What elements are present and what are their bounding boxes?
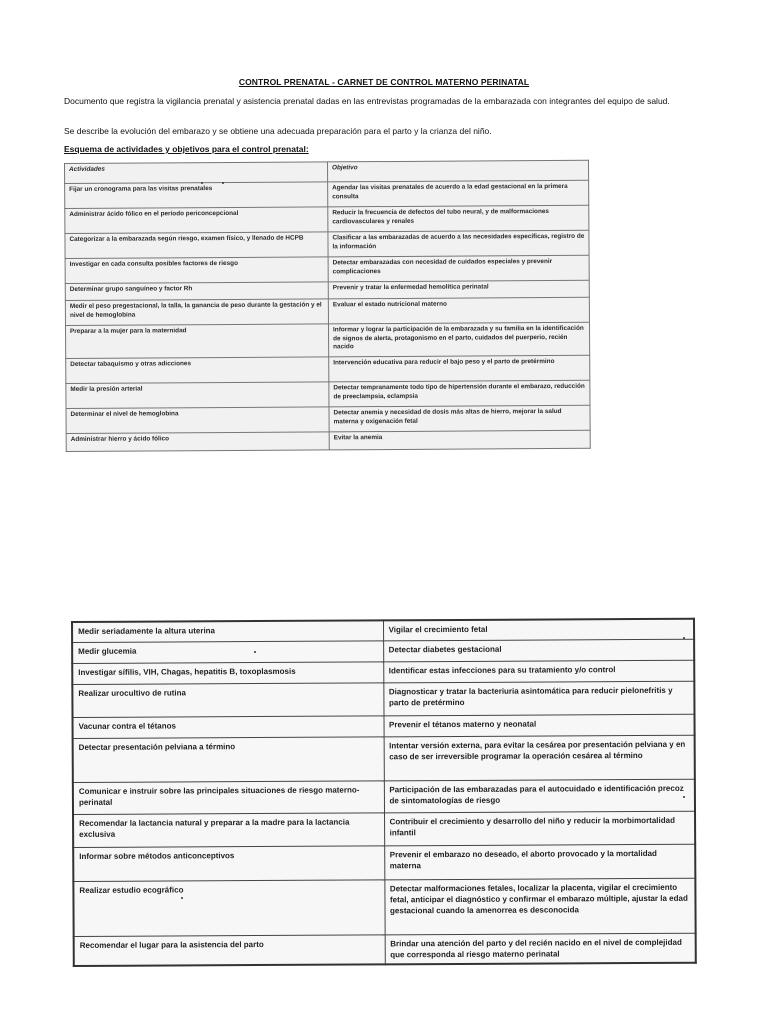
table-row (65, 322, 589, 358)
table-row (74, 933, 696, 966)
activity-cell: Comunicar e instruir sobre las principales situaciones de riesgo materno-perinatal (73, 780, 384, 814)
activity-cell: Investigar sífilis, VIH, Chagas, hepatitis B, toxoplasmosis (72, 661, 383, 684)
objective-cell: Detectar anemia y necesidad de dosis más altas de hierro, mejorar la salud materna y oxigenación fetal (329, 405, 590, 432)
activity-cell: Investigar en cada consulta posibles factores de riesgo (65, 257, 328, 284)
objective-cell: Diagnosticar y tratar la bacteriuria asintomática para reducir pielonefritis y parto de pretérmino (383, 681, 694, 716)
activity-cell: Medir glucemia (72, 640, 383, 663)
table-row (73, 844, 695, 881)
activity-cell: Realizar urocultivo de rutina (72, 682, 383, 717)
objective-cell: Clasificar a las embarazadas de acuerdo a las necesidades específicas, registro de la información (328, 230, 589, 257)
activity-cell: Medir el peso pregestacional, la talla, la ganancia de peso durante la gestación y el nivel de hemoglobina (65, 299, 328, 326)
description-paragraph: Se describe la evolución del embarazo y se obtiene una adecuada preparación para el parto y la crianza del niño. (64, 126, 492, 136)
activity-cell: Vacunar contra el tétanos (73, 715, 384, 738)
scan-speck (254, 651, 256, 653)
objective-cell: Intervención educativa para reducir el bajo peso y el parto de pretérmino (329, 355, 590, 382)
scan-speck (683, 796, 685, 798)
objective-cell: Reducir la frecuencia de defectos del tubo neural, y de malformaciones cardiovasculares y renales (328, 205, 589, 232)
activity-cell: Determinar el nivel de hemoglobina (66, 407, 329, 434)
activity-cell: Detectar presentación pelviana a término (73, 736, 384, 782)
activity-cell: Administrar ácido fólico en el período periconcepcional (65, 207, 328, 234)
table-row (65, 230, 589, 258)
objective-cell: Vigilar el crecimiento fetal (383, 619, 694, 641)
objective-cell: Brindar una atención del parto y del recién nacido en el nivel de complejidad que corresponda al riesgo materno perinatal (385, 933, 696, 964)
objective-cell: Detectar tempranamente todo tipo de hipertensión durante el embarazo, reducción de preeclampsia, eclampsia (329, 380, 590, 407)
activity-cell: Determinar grupo sanguíneo y factor Rh (65, 282, 328, 301)
table-row (66, 355, 590, 383)
section-subtitle: Esquema de actividades y objetivos para el control prenatal: (64, 144, 309, 154)
table-row (72, 681, 694, 717)
objective-cell: Prevenir el embarazo no deseado, el aborto provocado y la mortalidad materna (384, 844, 695, 880)
table-row (66, 405, 590, 433)
activity-cell: Recomendar el lugar para la asistencia del parto (74, 934, 385, 965)
activity-cell: Categorizar a la embarazada según riesgo, examen físico, y llenado de HCPB (65, 232, 328, 259)
activity-cell: Realizar estudio ecográfico (73, 879, 384, 936)
table-row (65, 297, 589, 325)
table-row (66, 380, 590, 408)
objective-cell: Participación de las embarazadas para el autocuidado e identificación precoz de sintomatologías de riesgo (384, 779, 695, 813)
document-title: CONTROL PRENATAL - CARNET DE CONTROL MATERNO PERINATAL (238, 77, 530, 87)
activity-cell: Recomendar la lactancia natural y preparar a la madre para la lactancia exclusiva (73, 812, 384, 847)
scan-speck (222, 182, 224, 184)
table-row (73, 878, 695, 936)
table-row (65, 180, 589, 208)
activity-cell: Medir la presión arterial (66, 382, 329, 409)
objective-cell: Prevenir el tétanos materno y neonatal (383, 714, 694, 737)
scan-speck (201, 182, 203, 184)
activity-cell: Detectar tabaquismo y otras adicciones (66, 357, 329, 384)
activity-cell: Preparar a la mujer para la maternidad (65, 324, 328, 359)
activity-cell: Informar sobre métodos anticonceptivos (73, 845, 384, 881)
objective-cell: Detectar malformaciones fetales, localizar la placenta, vigilar el crecimiento fetal, anticipar el diagnóstico y confirmar el embarazo múltiple, ajustar la edad gestacional cuando la amenorrea es desconocida (384, 878, 695, 935)
objective-cell: Detectar embarazadas con necesidad de cuidados especiales y prevenir complicaciones (328, 255, 589, 282)
objective-cell: Evaluar el estado nutricional materno (328, 297, 589, 324)
activity-cell: Fijar un cronograma para las visitas prenatales (65, 182, 328, 209)
objective-cell: Contribuir el crecimiento y desarrollo del niño y reducir la morbimortalidad infantil (384, 811, 695, 846)
activity-cell: Administrar hierro y ácido fólico (66, 432, 329, 452)
header-activities: Actividades (65, 162, 328, 184)
table-row (65, 205, 589, 233)
objective-cell: Identificar estas infecciones para su tratamiento y/o control (383, 660, 694, 683)
objective-cell: Agendar las visitas prenatales de acuerdo a la edad gestacional en la primera consulta (328, 180, 589, 207)
table-row (73, 779, 695, 814)
table-row (65, 255, 589, 283)
objective-cell: Detectar diabetes gestacional (383, 639, 694, 662)
activities-table-1 (64, 160, 591, 452)
objective-cell: Intentar versión externa, para evitar la cesárea por presentación pelviana y en caso de ser irreversible programar la operación cesárea al término (384, 735, 695, 781)
objective-cell: Informar y lograr la participación de la embarazada y su familia en la identificación de signos de alerta, protagonismo en el parto, cuidados del puerperio, recién nacido (328, 322, 589, 357)
scan-speck (181, 897, 183, 899)
table-row (73, 811, 695, 847)
table-row (66, 430, 590, 451)
header-objective: Objetivo (327, 160, 588, 182)
objective-cell: Evitar la anemia (329, 430, 590, 450)
table-row (73, 735, 695, 782)
intro-paragraph: Documento que registra la vigilancia prenatal y asistencia prenatal dadas en las entrevistas programadas de la embarazada con integrantes del equipo de salud. (64, 96, 670, 106)
scan-speck (683, 637, 685, 639)
activity-cell: Medir seriadamente la altura uterina (72, 620, 383, 642)
objective-cell: Prevenir y tratar la enfermedad hemolítica perinatal (328, 280, 589, 299)
activities-table-2 (71, 618, 697, 967)
